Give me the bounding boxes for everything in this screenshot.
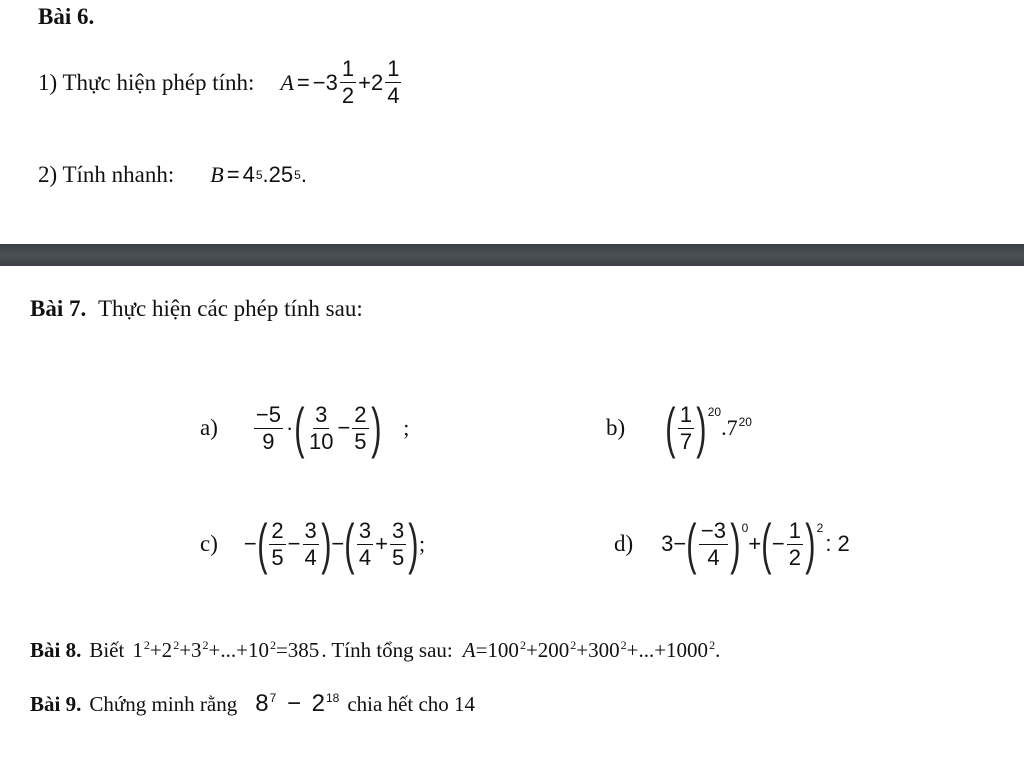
minus-sign: − [337, 415, 351, 440]
minus-sign: − [771, 531, 785, 556]
item-b-expression [665, 396, 752, 459]
term: 1 [132, 638, 143, 662]
term: +300 [576, 638, 620, 662]
period: . [715, 638, 721, 662]
minus-sign: − [243, 531, 257, 556]
minus-sign: − [287, 531, 301, 556]
bai8 [30, 638, 720, 663]
minus-sign: − [331, 531, 345, 556]
fraction: $\frac{1}{2}$ [788, 517, 801, 570]
bai7-item-b [606, 396, 752, 459]
term: +...+1000 [626, 638, 709, 662]
fraction: $\frac{1}{4}$ [387, 56, 400, 108]
fraction: $\frac{3}{4}$ [358, 517, 372, 570]
right-paren: ) [370, 396, 382, 459]
right-paren: ) [805, 512, 816, 575]
left-paren: ( [294, 396, 305, 459]
bai9 [30, 690, 475, 718]
bai9-text: Chứng minh rằng [89, 692, 238, 716]
fraction: $\frac{-5}{9}$ [255, 401, 281, 454]
period: . [300, 162, 307, 187]
sheet-bottom [0, 266, 1024, 757]
plus-sign: + [358, 69, 371, 95]
division-tail: : 2 [825, 531, 850, 556]
rhs: =385 [275, 638, 320, 662]
bai7-item-c [200, 512, 426, 575]
bai7-intro: Thực hiện các phép tính sau: [97, 296, 363, 321]
semicolon: ; [418, 531, 426, 556]
base: 8 [255, 690, 269, 717]
left-paren: ( [686, 512, 697, 575]
bai6-part2-expression [210, 162, 307, 188]
bai8-text: Biết [89, 638, 125, 662]
fraction: $\frac{1}{2}$ [341, 56, 355, 108]
exponent: 2 [202, 638, 209, 652]
var-a: A [462, 638, 476, 662]
bai8-given-sum [132, 638, 319, 663]
exponent: 20 [707, 405, 722, 419]
lead-term: 3− [661, 531, 687, 556]
dot-op: . [262, 162, 269, 187]
fraction: $\frac{2}{5}$ [271, 517, 284, 570]
base: 4 [242, 162, 255, 187]
term: =100 [475, 638, 519, 662]
power-group [761, 512, 824, 575]
power-group [665, 396, 722, 459]
whole-part: 2 [370, 69, 384, 95]
bai6-part1 [38, 58, 403, 107]
item-c-expression [243, 512, 426, 575]
bai7-title: Bài 7. [30, 296, 87, 321]
exponent: 0 [741, 521, 749, 535]
eq-sign: = [226, 162, 240, 187]
exponent: 2 [143, 638, 150, 652]
exponent: 7 [269, 691, 277, 705]
exponent: 2 [816, 521, 824, 535]
item-label: b) [606, 415, 626, 440]
base: 2 [311, 690, 325, 717]
fraction: $\frac{1}{7}$ [679, 401, 693, 454]
left-paren: ( [665, 396, 676, 459]
fraction: $\frac{3}{5}$ [392, 517, 405, 570]
term: +...+10 [208, 638, 269, 662]
term: +2 [149, 638, 173, 662]
fraction: $\frac{3}{4}$ [304, 517, 317, 570]
var-a: A [280, 69, 294, 95]
exponent: 20 [738, 415, 752, 429]
sheet-top [0, 0, 1024, 244]
exponent: 18 [325, 691, 340, 705]
semicolon: ; [403, 415, 410, 440]
bai8-text: . Tính tổng sau: [321, 638, 453, 662]
right-paren: ) [696, 396, 707, 459]
exponent: 2 [620, 638, 627, 652]
right-paren: ) [730, 512, 741, 575]
bai9-text: chia hết cho 14 [347, 692, 476, 716]
bai6-title: Bài 6. [38, 4, 95, 29]
whole-part: −3 [312, 69, 338, 95]
bai8-title: Bài 8. [30, 638, 82, 662]
dot-op: · [285, 415, 294, 440]
exponent: 2 [519, 638, 526, 652]
bai6-part1-expression [280, 58, 403, 107]
bai7-item-d [614, 512, 850, 575]
bai7-item-a [200, 396, 410, 459]
item-label: c) [200, 531, 218, 556]
eq-sign: = [296, 69, 310, 95]
exponent: 2 [269, 638, 276, 652]
fraction: $\frac{2}{5}$ [354, 401, 367, 454]
bai9-expression [255, 690, 339, 718]
bai7-heading [30, 296, 363, 322]
right-paren: ) [408, 512, 419, 575]
base: .7 [721, 415, 738, 440]
right-paren: ) [320, 512, 332, 575]
var-b: B [210, 162, 224, 187]
term: +200 [525, 638, 570, 662]
bai6-part2-label: 2) Tính nhanh: [38, 162, 175, 187]
bai6-part2 [38, 162, 307, 188]
bai9-title: Bài 9. [30, 692, 82, 716]
exponent: 2 [570, 638, 577, 652]
minus-sign: − [286, 690, 301, 717]
plus-sign: + [375, 531, 389, 556]
power-group [686, 512, 749, 575]
left-paren: ( [761, 512, 772, 575]
base: 25 [268, 162, 294, 187]
plus-sign: + [748, 531, 762, 556]
bai6-part1-label: 1) Thực hiện phép tính: [38, 69, 255, 95]
exponent: 2 [173, 638, 180, 652]
item-d-expression [661, 512, 850, 575]
item-a-expression [252, 396, 410, 459]
exponent: 5 [255, 168, 263, 182]
item-label: d) [614, 531, 634, 556]
exponent: 2 [709, 638, 716, 652]
left-paren: ( [256, 512, 268, 575]
item-label: a) [200, 415, 218, 440]
fraction: $\frac{-3}{4}$ [700, 517, 727, 570]
fraction: $\frac{3}{10}$ [308, 401, 334, 454]
bai8-target-sum [463, 638, 721, 663]
left-paren: ( [344, 512, 355, 575]
page-divider-bar [0, 244, 1024, 266]
exponent: 5 [294, 168, 301, 182]
term: +3 [179, 638, 202, 662]
